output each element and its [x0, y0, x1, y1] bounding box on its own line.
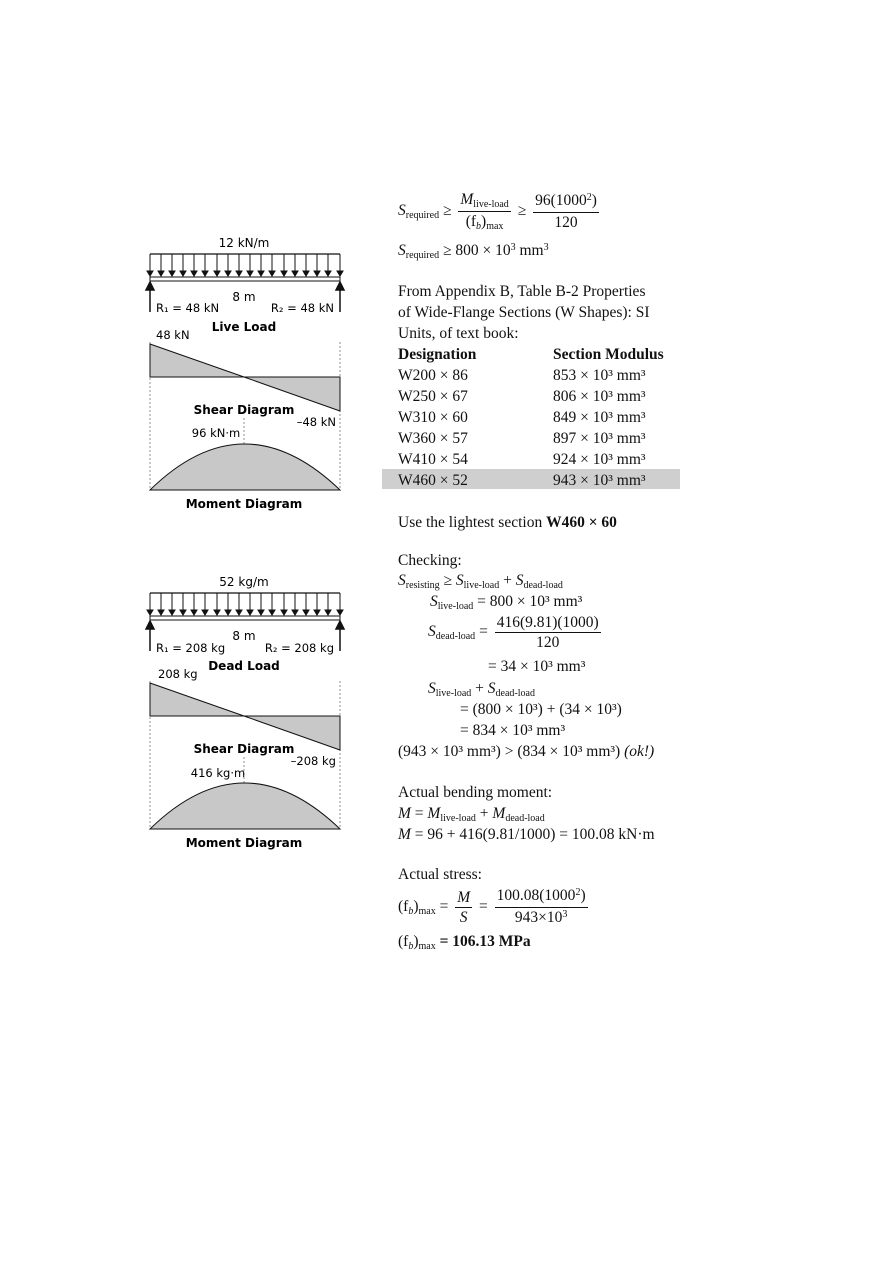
load-intensity-label: 52 kg/m [219, 575, 269, 589]
load-intensity-label: 12 kN/m [218, 236, 270, 250]
shear-diagram-title: Shear Diagram [193, 403, 295, 417]
table-row: W250 × 67 806 × 10³ mm³ [398, 388, 646, 405]
shear-min-label: –48 kN [296, 415, 336, 429]
appendix-reference-line-2: of Wide-Flange Sections (W Shapes): SI [398, 304, 650, 321]
shear-diagram [150, 683, 340, 750]
shear-max-label: 208 kg [158, 667, 198, 681]
moment-max-label: 416 kg·m [190, 766, 246, 780]
shear-min-label: –208 kg [290, 754, 336, 768]
table-row: W200 × 86 853 × 10³ mm³ [398, 367, 646, 384]
appendix-reference-line-1: From Appendix B, Table B-2 Properties [398, 283, 646, 300]
modulus-comparison: (943 × 10³ mm³) > (834 × 10³ mm³) (ok!) [398, 743, 655, 760]
moment-diagram-title: Moment Diagram [185, 836, 303, 850]
distributed-load-arrows [147, 254, 343, 276]
table-row: W410 × 54 924 × 10³ mm³ [398, 451, 646, 468]
table-row: W360 × 57 897 × 10³ mm³ [398, 430, 646, 447]
moment-diagram [150, 783, 340, 829]
live-load-modulus: Slive-load = 800 × 10³ mm³ [430, 593, 583, 612]
table-row: W310 × 60 849 × 10³ mm³ [398, 409, 646, 426]
stress-result: (fb)max = 106.13 MPa [398, 933, 531, 952]
selection-statement: Use the lightest section W460 × 60 [398, 514, 617, 531]
bending-moment-heading: Actual bending moment: [398, 784, 553, 801]
moment-result: M = 96 + 416(9.81/1000) = 100.08 kN·m [398, 826, 655, 843]
dead-load-modulus: Sdead-load = $\frac{416(9.81)(1000)}{120}$ [428, 614, 599, 651]
dead-load-result: = 34 × 10³ mm³ [488, 658, 586, 675]
moment-over-stress-fraction: $\frac{\text{Mlive-load}}{(fb)\max}$ [460, 191, 509, 232]
moment-diagram [150, 444, 340, 490]
table-header: Designation Section Modulus [398, 346, 664, 363]
resisting-inequality: Sresisting ≥ Slive-load + Sdead-load [398, 572, 563, 591]
modulus-sum: Slive-load + Sdead-load [428, 680, 535, 699]
dead-load-diagram [140, 569, 360, 859]
live-load-diagram [140, 230, 360, 520]
shear-max-label: 48 kN [156, 328, 190, 342]
load-case-title: Live Load [211, 320, 277, 334]
reaction-r2-label: R₂ = 48 kN [270, 301, 334, 315]
shear-diagram [150, 344, 340, 411]
reaction-r2-label: R₂ = 208 kg [264, 641, 334, 655]
required-modulus-result: Srequired ≥ $800 \times 10^3$ $mm^3$ [398, 242, 549, 261]
numeric-fraction: $\frac{96(1000^2)}{120}$ [535, 192, 597, 231]
modulus-sum-result: = 834 × 10³ mm³ [460, 722, 566, 739]
span-label: 8 m [232, 290, 256, 304]
table-row-selected: W460 × 52 943 × 10³ mm³ [398, 472, 646, 489]
reaction-r1-label: R₁ = 208 kg [156, 641, 226, 655]
appendix-reference-line-3: Units, of text book: [398, 325, 519, 342]
span-label: 8 m [232, 629, 256, 643]
shear-diagram-title: Shear Diagram [193, 742, 295, 756]
stress-equation: (fb)max = $\frac{M}{S}$ = $\frac{100.08(1000^2)}{943\times 10^3}$ [398, 887, 586, 926]
stress-heading: Actual stress: [398, 866, 482, 883]
reaction-r1-label: R₁ = 48 kN [156, 301, 220, 315]
checking-heading: Checking: [398, 552, 462, 569]
beam [150, 616, 340, 620]
load-case-title: Dead Load [208, 659, 280, 673]
moment-sum-definition: M = Mlive-load + Mdead-load [398, 805, 545, 824]
distributed-load-arrows [147, 593, 343, 615]
required-modulus-equation: Srequired ≥ $\frac{\text{Mlive-load}}{(fb)\max}$ ≥ $\frac{96(1000^2)}{120}$ [398, 191, 597, 232]
modulus-sum-expression: = (800 × 10³) + (34 × 10³) [460, 701, 622, 718]
moment-diagram-title: Moment Diagram [185, 497, 303, 511]
beam [150, 277, 340, 281]
moment-max-label: 96 kN·m [191, 426, 241, 440]
